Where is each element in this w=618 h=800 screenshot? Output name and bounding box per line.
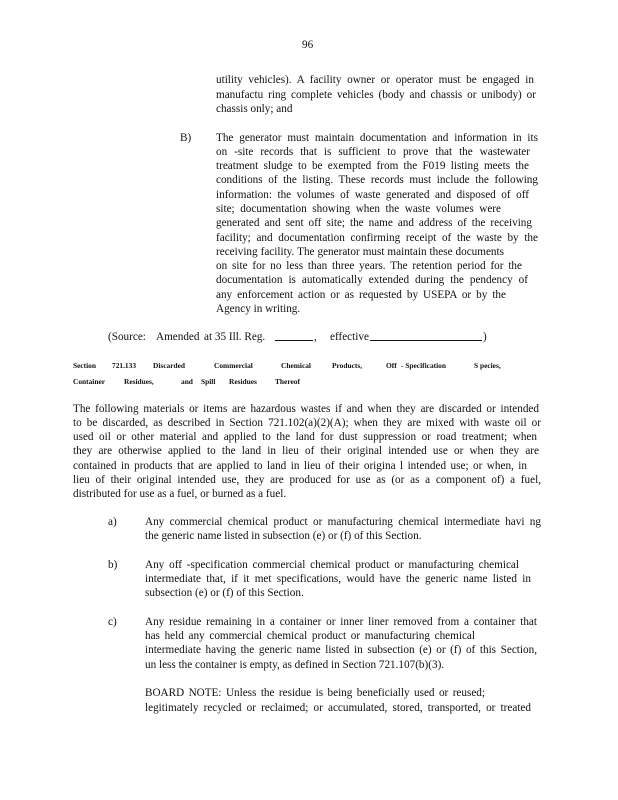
text-line: receiving facility. The generator must maintain these documents [216, 246, 504, 258]
heading-section-number: 721.133 [112, 361, 137, 370]
heading-word: Commercial [214, 361, 253, 370]
register-blank [275, 331, 313, 341]
heading-word: Section [73, 361, 96, 370]
text-line: to be discarded, as described in Section 721.102(a)(2)(A); when they are mixed with waste oil or [73, 417, 541, 429]
text-line: the generic name listed in subsection (e) or (f) of this Section. [145, 530, 422, 542]
heading-word: Spill [201, 377, 216, 386]
heading-word: and [181, 377, 193, 386]
page-number: 96 [302, 39, 314, 51]
source-amended: Amended [156, 331, 200, 343]
text-line: has held any commercial chemical product or manufacturing chemical [145, 630, 475, 642]
text-line: BOARD NOTE: Unless the residue is being beneficially used or reused; [145, 687, 485, 699]
heading-word: Residues [229, 377, 257, 386]
text-line: contained in products that are applied to land in lieu of their origina l intended use; or when, in [73, 460, 527, 472]
heading-word: Off [386, 361, 397, 370]
text-line: intermediate having the generic name listed in subsection (e) or (f) of this Section, [145, 644, 537, 656]
item-marker-b-lower: b) [108, 559, 118, 571]
source-open: (Source: [108, 331, 146, 343]
text-line: documentation is automatically extended during the pendency of [216, 274, 528, 286]
text-line: on -site records that is sufficient to prove that the wastewater [216, 146, 530, 158]
heading-word: Thereof [275, 377, 300, 386]
text-line: on site for no less than three years. The retention period for the [216, 260, 522, 272]
text-line: treatment sludge to be exempted from the F019 listing meets the [216, 160, 529, 172]
source-effective: effective [330, 331, 369, 343]
text-line: lieu of their original intended use, they are produced for use as (or as a component of) a fuel, [73, 474, 541, 486]
text-line: they are otherwise applied to the land in lieu of their original intended use or when they are [73, 445, 539, 457]
text-line: legitimately recycled or reclaimed; or accumulated, stored, transported, or treated [145, 702, 531, 714]
heading-word: Discarded [153, 361, 186, 370]
effective-date-blank [370, 331, 482, 341]
item-marker-b: B) [180, 132, 192, 144]
text-line: The generator must maintain documentation and information in its [216, 132, 538, 144]
text-line: facility; and documentation confirming receipt of the waste by the [216, 232, 538, 244]
text-line: utility vehicles). A facility owner or operator must be engaged in [216, 74, 534, 86]
text-line: subsection (e) or (f) of this Section. [145, 587, 304, 599]
text-line: Any off -specification commercial chemical product or manufacturing chemical [145, 559, 519, 571]
heading-word: Chemical [281, 361, 311, 370]
heading-word: Residues, [124, 377, 154, 386]
source-comma: , [314, 331, 317, 343]
text-line: manufactu ring complete vehicles (body and chassis or unibody) or [216, 89, 536, 101]
heading-word: Container [73, 377, 106, 386]
text-line: Any residue remaining in a container or inner liner removed from a container that [145, 616, 537, 628]
text-line: Agency in writing. [216, 303, 301, 315]
source-register: at 35 Ill. Reg. [204, 331, 266, 343]
item-marker-a: a) [108, 516, 117, 528]
text-line: information: the volumes of waste generated and disposed of off [216, 189, 529, 201]
heading-word: S pecies, [474, 361, 501, 370]
item-marker-c: c) [108, 616, 117, 628]
text-line: site; documentation showing when the waste volumes were [216, 203, 501, 215]
text-line: un less the container is empty, as defined in Section 721.107(b)(3). [145, 659, 445, 671]
text-line: The following materials or items are hazardous wastes if and when they are discarded or intended [73, 403, 539, 415]
text-line: chassis only; and [216, 103, 293, 115]
source-close: ) [483, 331, 487, 343]
text-line: Any commercial chemical product or manufacturing chemical intermediate havi ng [145, 516, 541, 528]
heading-word: Products, [332, 361, 363, 370]
text-line: conditions of the listing. These records must include the following [216, 174, 538, 186]
text-line: distributed for use as a fuel, or burned as a fuel. [73, 488, 287, 500]
heading-word: - Specification [401, 361, 446, 370]
text-line: intermediate that, if it met specifications, would have the generic name listed in [145, 573, 531, 585]
text-line: used oil or other material and applied to the land for dust suppression or road treatment; when [73, 431, 537, 443]
text-line: any enforcement action or as requested by USEPA or by the [216, 289, 506, 301]
text-line: generated and sent off site; the name and address of the receiving [216, 217, 532, 229]
